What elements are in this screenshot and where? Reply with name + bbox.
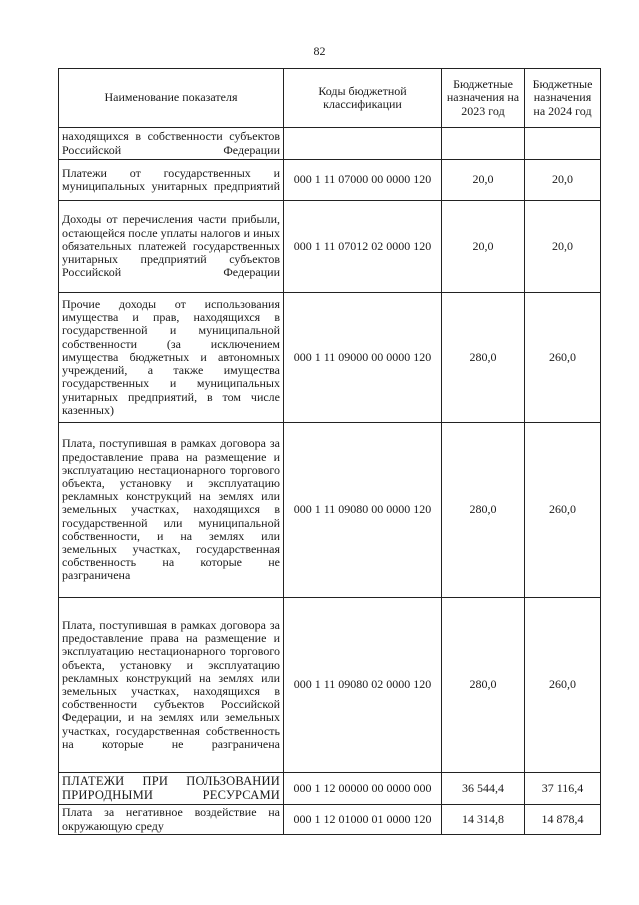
row-2023: 280,0	[442, 293, 525, 423]
row-2024: 260,0	[525, 423, 601, 598]
table-row	[59, 773, 601, 805]
table-row	[59, 598, 601, 773]
row-2023: 20,0	[442, 201, 525, 293]
row-2023: 280,0	[442, 598, 525, 773]
table-row	[59, 128, 601, 160]
row-2023: 14 314,8	[442, 805, 525, 835]
row-name: Прочие доходы от использования имущества и прав, находящихся в государственной и муниципальной собственности (за исключением имущества бюджетных и автономных учреждений, а также имущества государственных и муниципальных унитарных предприятий, в том числе казенных)	[59, 293, 284, 423]
row-name: Плата, поступившая в рамках договора за предоставление права на размещение и эксплуатацию нестационарного торгового объекта, установку и эксплуатацию рекламных конструкций на землях или земельных участках, находящихся в государственной или муниципальной собственности, и на землях или земельных участках, государственная собственность на которые не разграничена	[59, 423, 284, 598]
row-2024: 37 116,4	[525, 773, 601, 805]
row-2023	[442, 128, 525, 160]
row-2024: 20,0	[525, 201, 601, 293]
table-row	[59, 293, 601, 423]
row-code: 000 1 11 07000 00 0000 120	[284, 160, 442, 201]
budget-table	[58, 68, 601, 835]
row-2024: 14 878,4	[525, 805, 601, 835]
header-code: Коды бюджетной классификации	[284, 69, 442, 128]
table-row	[59, 160, 601, 201]
header-2023: Бюджетные назначения на 2023 год	[442, 69, 525, 128]
table-row	[59, 423, 601, 598]
table-header-row	[59, 69, 601, 128]
row-code: 000 1 12 00000 00 0000 000	[284, 773, 442, 805]
table-row	[59, 201, 601, 293]
row-2023: 36 544,4	[442, 773, 525, 805]
row-code: 000 1 11 09080 00 0000 120	[284, 423, 442, 598]
row-2024	[525, 128, 601, 160]
row-2024: 260,0	[525, 598, 601, 773]
row-2024: 20,0	[525, 160, 601, 201]
header-name: Наименование показателя	[59, 69, 284, 128]
table-row	[59, 805, 601, 835]
row-name: Плата, поступившая в рамках договора за предоставление права на размещение и эксплуатацию нестационарного торгового объекта, установку и эксплуатацию рекламных конструкций на землях или земельных участках, находящихся в собственности субъектов Российской Федерации, и на землях или земельных участках, государственная собственность на которые не разграничена	[59, 598, 284, 773]
row-name: Платежи от государственных и муниципальных унитарных предприятий	[59, 160, 284, 201]
row-2023: 20,0	[442, 160, 525, 201]
row-code	[284, 128, 442, 160]
row-2023: 280,0	[442, 423, 525, 598]
row-code: 000 1 12 01000 01 0000 120	[284, 805, 442, 835]
row-name: ПЛАТЕЖИ ПРИ ПОЛЬЗОВАНИИ ПРИРОДНЫМИ РЕСУРСАМИ	[59, 773, 284, 805]
page-number: 82	[313, 44, 326, 58]
row-code: 000 1 11 09000 00 0000 120	[284, 293, 442, 423]
row-name: Доходы от перечисления части прибыли, остающейся после уплаты налогов и иных обязательных платежей государственных унитарных предприятий субъектов Российской Федерации	[59, 201, 284, 293]
row-name: находящихся в собственности субъектов Российской Федерации	[59, 128, 284, 160]
row-code: 000 1 11 07012 02 0000 120	[284, 201, 442, 293]
row-code: 000 1 11 09080 02 0000 120	[284, 598, 442, 773]
row-name: Плата за негативное воздействие на окружающую среду	[59, 805, 284, 835]
header-2024: Бюджетные назначения на 2024 год	[525, 69, 601, 128]
row-2024: 260,0	[525, 293, 601, 423]
